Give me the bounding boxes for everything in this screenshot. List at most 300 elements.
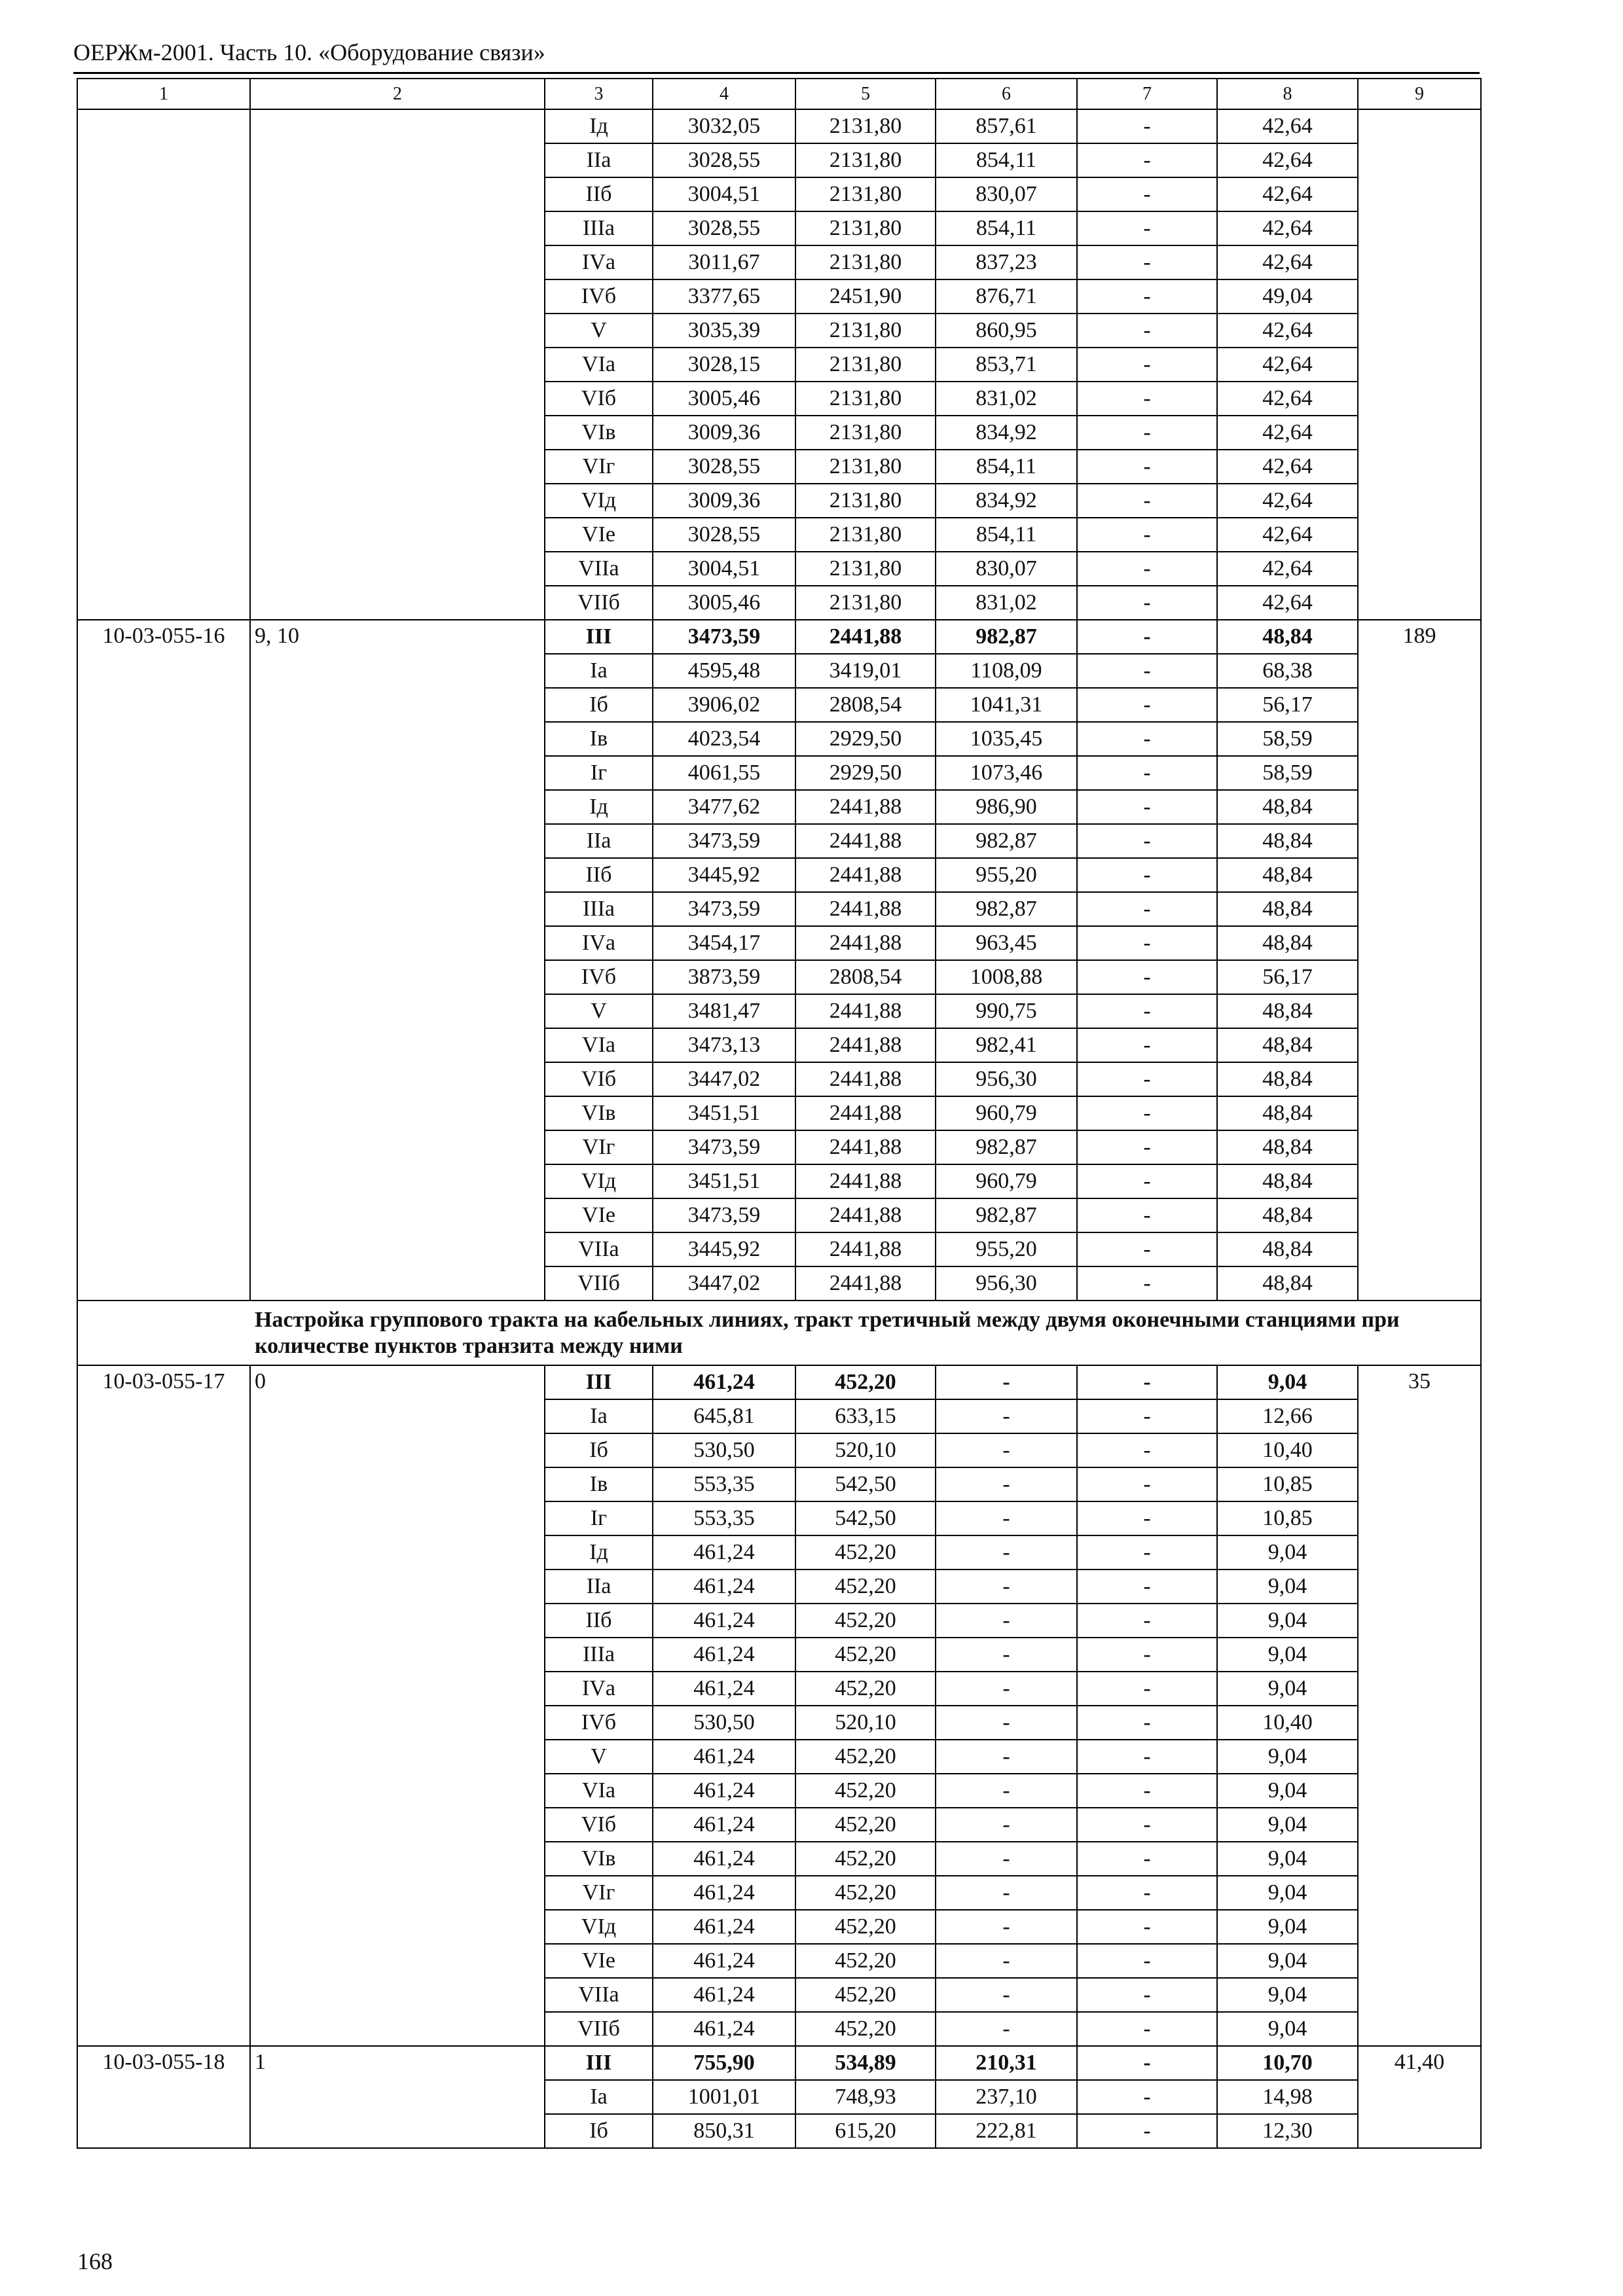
zone-cell: VIе	[545, 518, 653, 552]
zone-cell: III	[545, 620, 653, 654]
zone-cell: IIа	[545, 143, 653, 177]
zone-cell: Iд	[545, 790, 653, 824]
total-cost-cell: 3447,02	[653, 1062, 795, 1096]
materials-cell: -	[1077, 1774, 1217, 1808]
zone-cell: IIб	[545, 858, 653, 892]
page-number: 168	[77, 2248, 113, 2274]
machines-cell: -	[936, 1433, 1077, 1467]
total-cost-cell: 3028,55	[653, 143, 795, 177]
total-cost-cell: 3004,51	[653, 177, 795, 211]
total-cost-cell: 3451,51	[653, 1164, 795, 1198]
total-cost-cell: 461,24	[653, 1604, 795, 1638]
machines-cell: 990,75	[936, 994, 1077, 1028]
materials-cell: -	[1077, 1266, 1217, 1300]
zone-cell: VIд	[545, 1164, 653, 1198]
materials-cell: -	[1077, 926, 1217, 960]
machines-cell: -	[936, 1808, 1077, 1842]
zone-cell: IVб	[545, 960, 653, 994]
materials-cell: -	[1077, 1130, 1217, 1164]
machines-cell: 982,87	[936, 1130, 1077, 1164]
total-cost-cell: 553,35	[653, 1501, 795, 1535]
operator-wages-cell: 48,84	[1217, 1198, 1358, 1232]
total-cost-cell: 3445,92	[653, 858, 795, 892]
zone-cell: VIа	[545, 348, 653, 382]
zone-cell: Iа	[545, 1399, 653, 1433]
zone-cell: VIб	[545, 1808, 653, 1842]
total-cost-cell: 3011,67	[653, 245, 795, 279]
materials-cell: -	[1077, 1978, 1217, 2012]
materials-cell: -	[1077, 1028, 1217, 1062]
machines-cell: -	[936, 1501, 1077, 1535]
wages-cell: 520,10	[795, 1433, 936, 1467]
wages-cell: 452,20	[795, 1672, 936, 1706]
operator-wages-cell: 9,04	[1217, 1535, 1358, 1570]
machines-cell: 1035,45	[936, 722, 1077, 756]
materials-cell: -	[1077, 1096, 1217, 1130]
total-cost-cell: 3032,05	[653, 109, 795, 143]
materials-cell: -	[1077, 586, 1217, 620]
materials-cell: -	[1077, 1876, 1217, 1910]
materials-cell: -	[1077, 109, 1217, 143]
machines-cell: 854,11	[936, 518, 1077, 552]
operator-wages-cell: 9,04	[1217, 2012, 1358, 2046]
operator-wages-cell: 48,84	[1217, 858, 1358, 892]
machines-cell: 960,79	[936, 1096, 1077, 1130]
total-cost-cell: 3447,02	[653, 1266, 795, 1300]
zone-cell: VIг	[545, 1876, 653, 1910]
operator-wages-cell: 48,84	[1217, 1232, 1358, 1266]
materials-cell: -	[1077, 1706, 1217, 1740]
zone-cell: VIе	[545, 1944, 653, 1978]
materials-cell: -	[1077, 722, 1217, 756]
materials-cell: -	[1077, 790, 1217, 824]
materials-cell: -	[1077, 1672, 1217, 1706]
machines-cell: 982,41	[936, 1028, 1077, 1062]
table-row	[77, 620, 1481, 654]
operator-wages-cell: 42,64	[1217, 552, 1358, 586]
column-number: 7	[1077, 79, 1217, 109]
materials-cell: -	[1077, 314, 1217, 348]
operator-wages-cell: 9,04	[1217, 1570, 1358, 1604]
total-cost-cell: 461,24	[653, 1978, 795, 2012]
machines-cell: 860,95	[936, 314, 1077, 348]
materials-cell: -	[1077, 382, 1217, 416]
total-cost-cell: 461,24	[653, 1808, 795, 1842]
wages-cell: 452,20	[795, 2012, 936, 2046]
total-cost-cell: 3451,51	[653, 1096, 795, 1130]
wages-cell: 2441,88	[795, 1028, 936, 1062]
machines-cell: -	[936, 1604, 1077, 1638]
operator-wages-cell: 68,38	[1217, 654, 1358, 688]
machines-cell: 982,87	[936, 1198, 1077, 1232]
total-cost-cell: 3473,59	[653, 1198, 795, 1232]
wages-cell: 2131,80	[795, 348, 936, 382]
header-rule	[73, 72, 1480, 74]
zone-cell: IIIа	[545, 1638, 653, 1672]
operator-wages-cell: 42,64	[1217, 450, 1358, 484]
total-cost-cell: 3028,55	[653, 518, 795, 552]
total-cost-cell: 461,24	[653, 1535, 795, 1570]
column-number: 6	[936, 79, 1077, 109]
labor-cost	[1358, 109, 1481, 620]
operator-wages-cell: 9,04	[1217, 1910, 1358, 1944]
wages-cell: 633,15	[795, 1399, 936, 1433]
zone-cell: Iд	[545, 109, 653, 143]
materials-cell: -	[1077, 1365, 1217, 1399]
operator-wages-cell: 48,84	[1217, 790, 1358, 824]
wages-cell: 2441,88	[795, 858, 936, 892]
operator-wages-cell: 10,85	[1217, 1467, 1358, 1501]
wages-cell: 2131,80	[795, 484, 936, 518]
machines-cell: 955,20	[936, 1232, 1077, 1266]
wages-cell: 2441,88	[795, 892, 936, 926]
zone-cell: Iб	[545, 1433, 653, 1467]
wages-cell: 2441,88	[795, 824, 936, 858]
wages-cell: 2131,80	[795, 314, 936, 348]
wages-cell: 2929,50	[795, 722, 936, 756]
total-cost-cell: 1001,01	[653, 2080, 795, 2114]
wages-cell: 2451,90	[795, 279, 936, 314]
materials-cell: -	[1077, 211, 1217, 245]
zone-cell: VIв	[545, 1096, 653, 1130]
wages-cell: 2929,50	[795, 756, 936, 790]
machines-cell: 831,02	[936, 382, 1077, 416]
wages-cell: 2808,54	[795, 688, 936, 722]
materials-cell: -	[1077, 892, 1217, 926]
materials-cell: -	[1077, 1604, 1217, 1638]
wages-cell: 748,93	[795, 2080, 936, 2114]
zone-cell: VIв	[545, 1842, 653, 1876]
materials-cell: -	[1077, 245, 1217, 279]
zone-cell: VIIа	[545, 1978, 653, 2012]
machines-cell: 853,71	[936, 348, 1077, 382]
materials-cell: -	[1077, 1198, 1217, 1232]
operator-wages-cell: 9,04	[1217, 1774, 1358, 1808]
rate-parameter	[250, 109, 545, 620]
total-cost-cell: 3009,36	[653, 484, 795, 518]
operator-wages-cell: 10,40	[1217, 1706, 1358, 1740]
operator-wages-cell: 42,64	[1217, 518, 1358, 552]
labor-cost: 41,40	[1358, 2046, 1481, 2148]
operator-wages-cell: 58,59	[1217, 756, 1358, 790]
wages-cell: 542,50	[795, 1501, 936, 1535]
operator-wages-cell: 9,04	[1217, 1944, 1358, 1978]
table-row	[77, 109, 1481, 143]
zone-cell: VIIа	[545, 1232, 653, 1266]
zone-cell: VIIб	[545, 1266, 653, 1300]
materials-cell: -	[1077, 1535, 1217, 1570]
zone-cell: V	[545, 314, 653, 348]
rate-parameter: 1	[250, 2046, 545, 2148]
rate-code: 10-03-055-16	[77, 620, 250, 1300]
operator-wages-cell: 48,84	[1217, 1028, 1358, 1062]
zone-cell: IIб	[545, 1604, 653, 1638]
machines-cell: 222,81	[936, 2114, 1077, 2148]
materials-cell: -	[1077, 1062, 1217, 1096]
total-cost-cell: 4061,55	[653, 756, 795, 790]
operator-wages-cell: 48,84	[1217, 1096, 1358, 1130]
materials-cell: -	[1077, 2012, 1217, 2046]
total-cost-cell: 461,24	[653, 1638, 795, 1672]
zone-cell: VIб	[545, 382, 653, 416]
operator-wages-cell: 48,84	[1217, 1062, 1358, 1096]
materials-cell: -	[1077, 450, 1217, 484]
operator-wages-cell: 12,66	[1217, 1399, 1358, 1433]
wages-cell: 3419,01	[795, 654, 936, 688]
total-cost-cell: 553,35	[653, 1467, 795, 1501]
operator-wages-cell: 42,64	[1217, 211, 1358, 245]
wages-cell: 452,20	[795, 1876, 936, 1910]
materials-cell: -	[1077, 1399, 1217, 1433]
total-cost-cell: 645,81	[653, 1399, 795, 1433]
wages-cell: 452,20	[795, 1604, 936, 1638]
total-cost-cell: 3445,92	[653, 1232, 795, 1266]
wages-cell: 2131,80	[795, 450, 936, 484]
materials-cell: -	[1077, 1808, 1217, 1842]
machines-cell: 982,87	[936, 892, 1077, 926]
zone-cell: VIа	[545, 1774, 653, 1808]
zone-cell: Iа	[545, 2080, 653, 2114]
total-cost-cell: 3005,46	[653, 586, 795, 620]
wages-cell: 452,20	[795, 1774, 936, 1808]
machines-cell: 854,11	[936, 450, 1077, 484]
total-cost-cell: 3454,17	[653, 926, 795, 960]
operator-wages-cell: 14,98	[1217, 2080, 1358, 2114]
wages-cell: 542,50	[795, 1467, 936, 1501]
materials-cell: -	[1077, 1467, 1217, 1501]
total-cost-cell: 3473,59	[653, 824, 795, 858]
machines-cell: -	[936, 1944, 1077, 1978]
zone-cell: V	[545, 994, 653, 1028]
table-row	[77, 2046, 1481, 2080]
operator-wages-cell: 48,84	[1217, 824, 1358, 858]
operator-wages-cell: 42,64	[1217, 416, 1358, 450]
machines-cell: 854,11	[936, 143, 1077, 177]
materials-cell: -	[1077, 2114, 1217, 2148]
machines-cell: -	[936, 1638, 1077, 1672]
wages-cell: 452,20	[795, 1842, 936, 1876]
total-cost-cell: 461,24	[653, 1570, 795, 1604]
zone-cell: IIа	[545, 824, 653, 858]
operator-wages-cell: 9,04	[1217, 1842, 1358, 1876]
zone-cell: Iб	[545, 2114, 653, 2148]
machines-cell: 237,10	[936, 2080, 1077, 2114]
total-cost-cell: 530,50	[653, 1433, 795, 1467]
machines-cell: -	[936, 1774, 1077, 1808]
operator-wages-cell: 9,04	[1217, 1876, 1358, 1910]
zone-cell: VIа	[545, 1028, 653, 1062]
materials-cell: -	[1077, 143, 1217, 177]
machines-cell: 960,79	[936, 1164, 1077, 1198]
zone-cell: VIе	[545, 1198, 653, 1232]
machines-cell: 1008,88	[936, 960, 1077, 994]
operator-wages-cell: 9,04	[1217, 1604, 1358, 1638]
column-number: 2	[250, 79, 545, 109]
machines-cell: 854,11	[936, 211, 1077, 245]
wages-cell: 452,20	[795, 1535, 936, 1570]
materials-cell: -	[1077, 756, 1217, 790]
materials-cell: -	[1077, 1944, 1217, 1978]
total-cost-cell: 3473,13	[653, 1028, 795, 1062]
total-cost-cell: 3005,46	[653, 382, 795, 416]
materials-cell: -	[1077, 1740, 1217, 1774]
zone-cell: V	[545, 1740, 653, 1774]
zone-cell: III	[545, 1365, 653, 1399]
section-heading: Настройка группового тракта на кабельных линиях, тракт третичный между двумя оконечными станциями при количестве пунктов транзита между ними	[77, 1300, 1481, 1365]
machines-cell: 956,30	[936, 1062, 1077, 1096]
operator-wages-cell: 48,84	[1217, 892, 1358, 926]
zone-cell: VIб	[545, 1062, 653, 1096]
materials-cell: -	[1077, 1570, 1217, 1604]
operator-wages-cell: 9,04	[1217, 1672, 1358, 1706]
wages-cell: 452,20	[795, 1808, 936, 1842]
materials-cell: -	[1077, 1842, 1217, 1876]
materials-cell: -	[1077, 654, 1217, 688]
materials-cell: -	[1077, 688, 1217, 722]
total-cost-cell: 3477,62	[653, 790, 795, 824]
machines-cell: 986,90	[936, 790, 1077, 824]
zone-cell: Iв	[545, 1467, 653, 1501]
machines-cell: 831,02	[936, 586, 1077, 620]
zone-cell: VIIб	[545, 586, 653, 620]
machines-cell: 982,87	[936, 824, 1077, 858]
machines-cell: -	[936, 1740, 1077, 1774]
column-number: 3	[545, 79, 653, 109]
machines-cell: -	[936, 1570, 1077, 1604]
total-cost-cell: 3035,39	[653, 314, 795, 348]
total-cost-cell: 461,24	[653, 1774, 795, 1808]
operator-wages-cell: 9,04	[1217, 1638, 1358, 1672]
wages-cell: 452,20	[795, 1570, 936, 1604]
wages-cell: 452,20	[795, 1638, 936, 1672]
machines-cell: 210,31	[936, 2046, 1077, 2080]
section-heading-row	[77, 1300, 1481, 1365]
zone-cell: III	[545, 2046, 653, 2080]
wages-cell: 615,20	[795, 2114, 936, 2148]
wages-cell: 2441,88	[795, 1130, 936, 1164]
wages-cell: 2441,88	[795, 1096, 936, 1130]
wages-cell: 2441,88	[795, 1062, 936, 1096]
zone-cell: VIIб	[545, 2012, 653, 2046]
wages-cell: 2131,80	[795, 382, 936, 416]
machines-cell: 876,71	[936, 279, 1077, 314]
total-cost-cell: 461,24	[653, 2012, 795, 2046]
total-cost-cell: 461,24	[653, 1910, 795, 1944]
operator-wages-cell: 9,04	[1217, 1740, 1358, 1774]
machines-cell: 956,30	[936, 1266, 1077, 1300]
operator-wages-cell: 48,84	[1217, 926, 1358, 960]
operator-wages-cell: 10,85	[1217, 1501, 1358, 1535]
wages-cell: 2441,88	[795, 1232, 936, 1266]
operator-wages-cell: 48,84	[1217, 1266, 1358, 1300]
operator-wages-cell: 9,04	[1217, 1808, 1358, 1842]
wages-cell: 2441,88	[795, 926, 936, 960]
total-cost-cell: 3473,59	[653, 892, 795, 926]
operator-wages-cell: 9,04	[1217, 1365, 1358, 1399]
total-cost-cell: 3004,51	[653, 552, 795, 586]
operator-wages-cell: 42,64	[1217, 143, 1358, 177]
operator-wages-cell: 48,84	[1217, 1164, 1358, 1198]
machines-cell: -	[936, 1399, 1077, 1433]
rate-code	[77, 109, 250, 620]
machines-cell: -	[936, 1467, 1077, 1501]
wages-cell: 452,20	[795, 1365, 936, 1399]
machines-cell: -	[936, 1535, 1077, 1570]
total-cost-cell: 461,24	[653, 1944, 795, 1978]
wages-cell: 452,20	[795, 1740, 936, 1774]
machines-cell: -	[936, 1706, 1077, 1740]
total-cost-cell: 461,24	[653, 1842, 795, 1876]
total-cost-cell: 461,24	[653, 1876, 795, 1910]
machines-cell: -	[936, 1842, 1077, 1876]
materials-cell: -	[1077, 484, 1217, 518]
operator-wages-cell: 42,64	[1217, 314, 1358, 348]
column-number: 8	[1217, 79, 1358, 109]
zone-cell: VIд	[545, 1910, 653, 1944]
total-cost-cell: 4595,48	[653, 654, 795, 688]
zone-cell: IVа	[545, 245, 653, 279]
total-cost-cell: 3873,59	[653, 960, 795, 994]
machines-cell: -	[936, 1978, 1077, 2012]
wages-cell: 452,20	[795, 1910, 936, 1944]
column-number: 5	[795, 79, 936, 109]
total-cost-cell: 3377,65	[653, 279, 795, 314]
materials-cell: -	[1077, 1910, 1217, 1944]
operator-wages-cell: 42,64	[1217, 348, 1358, 382]
machines-cell: 830,07	[936, 552, 1077, 586]
total-cost-cell: 850,31	[653, 2114, 795, 2148]
zone-cell: VIIа	[545, 552, 653, 586]
materials-cell: -	[1077, 2080, 1217, 2114]
zone-cell: IIа	[545, 1570, 653, 1604]
operator-wages-cell: 42,64	[1217, 245, 1358, 279]
zone-cell: IVб	[545, 279, 653, 314]
machines-cell: -	[936, 1672, 1077, 1706]
machines-cell: 1108,09	[936, 654, 1077, 688]
operator-wages-cell: 48,84	[1217, 994, 1358, 1028]
machines-cell: 834,92	[936, 484, 1077, 518]
zone-cell: Iа	[545, 654, 653, 688]
wages-cell: 2131,80	[795, 245, 936, 279]
total-cost-cell: 461,24	[653, 1672, 795, 1706]
machines-cell: -	[936, 1365, 1077, 1399]
zone-cell: IIб	[545, 177, 653, 211]
wages-cell: 452,20	[795, 1944, 936, 1978]
wages-cell: 2131,80	[795, 552, 936, 586]
labor-cost: 189	[1358, 620, 1481, 1300]
wages-cell: 2441,88	[795, 994, 936, 1028]
zone-cell: VIд	[545, 484, 653, 518]
total-cost-cell: 530,50	[653, 1706, 795, 1740]
materials-cell: -	[1077, 960, 1217, 994]
materials-cell: -	[1077, 620, 1217, 654]
machines-cell: -	[936, 1910, 1077, 1944]
wages-cell: 2441,88	[795, 1164, 936, 1198]
zone-cell: VIв	[545, 416, 653, 450]
zone-cell: IIIа	[545, 892, 653, 926]
operator-wages-cell: 42,64	[1217, 382, 1358, 416]
wages-cell: 2441,88	[795, 790, 936, 824]
materials-cell: -	[1077, 1164, 1217, 1198]
wages-cell: 2131,80	[795, 177, 936, 211]
materials-cell: -	[1077, 1501, 1217, 1535]
materials-cell: -	[1077, 279, 1217, 314]
rate-code: 10-03-055-17	[77, 1365, 250, 2046]
materials-cell: -	[1077, 2046, 1217, 2080]
zone-cell: Iг	[545, 1501, 653, 1535]
wages-cell: 2131,80	[795, 416, 936, 450]
operator-wages-cell: 48,84	[1217, 1130, 1358, 1164]
